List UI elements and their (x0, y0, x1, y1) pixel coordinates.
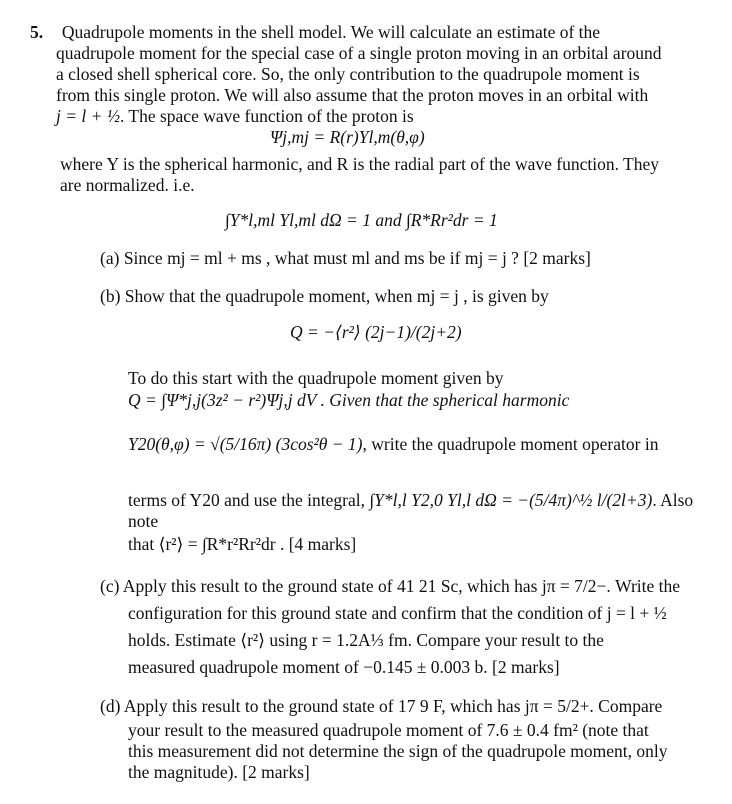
part-a-text: Since mj = ml + ms , what must ml and ms be if mj = j ? [2 marks] (123, 248, 591, 268)
part-a (100, 248, 700, 269)
j-condition: j = l + ½ (56, 106, 120, 126)
part-b (100, 286, 700, 307)
intro-line-3: a closed shell spherical core. So, the only contribution to the quadrupole moment is (56, 64, 640, 84)
problem-number: 5. (30, 22, 44, 42)
part-b-line-3 (128, 434, 698, 455)
where-line-2: are normalized. i.e. (60, 175, 195, 195)
intro-line-2: quadrupole moment for the special case of a single proton moving in an orbital around (56, 43, 662, 63)
part-b-line-3-text: , write the quadrupole moment operator in (362, 434, 659, 454)
part-d-line-1: Apply this result to the ground state of 17 9 F, which has jπ = 5/2+. Compare (123, 696, 663, 716)
part-d (100, 696, 700, 717)
part-d-label: (d) (100, 696, 121, 716)
problem-title: Quadrupole moments in the shell model. (61, 22, 347, 42)
wavefunction-equation (270, 127, 425, 148)
part-b-line-2 (128, 390, 698, 411)
wavefunction-formula: Ψj,mj = R(r)Yl,m(θ,φ) (270, 127, 425, 147)
part-b-line-4-text: terms of Y20 and use the integral, (128, 490, 365, 510)
intro-line-1 (30, 22, 690, 43)
problem-intro (30, 22, 690, 43)
part-c-line-3: holds. Estimate ⟨r²⟩ using r = 1.2A⅓ fm. Compare your result to the (128, 630, 604, 650)
part-d-line-3: this measurement did not determine the sign of the quadrupole moment, only (128, 741, 668, 761)
part-b-line-5 (128, 534, 698, 555)
part-c-line-1: Apply this result to the ground state of 41 21 Sc, which has jπ = 7/2−. Write the (122, 576, 681, 596)
y20-formula: Y20(θ,φ) = √(5/16π) (3cos²θ − 1) (128, 434, 363, 454)
part-a-label: (a) (100, 248, 120, 268)
part-c-label: (c) (100, 576, 120, 596)
normalization-equation (225, 210, 498, 231)
part-d-line-2: your result to the measured quadrupole moment of 7.6 ± 0.4 fm² (note that (128, 720, 649, 740)
part-d-line-4: the magnitude). [2 marks] (128, 762, 310, 782)
quadrupole-result-equation (290, 322, 462, 343)
part-b-line-2-text: Q = ∫Ψ*j,j(3z² − r²)Ψj,j dV . Given that the spherical harmonic (128, 390, 570, 410)
intro-text-1: We will calculate an estimate of the (350, 22, 601, 42)
integral-formula: ∫Y*l,l Y2,0 Yl,l dΩ = −(5/4π)^½ l/(2l+3) (369, 490, 653, 510)
normalization-formula: ∫Y*l,ml Yl,ml dΩ = 1 and ∫R*Rr²dr = 1 (225, 210, 498, 230)
part-c (100, 576, 700, 597)
part-b-text: Show that the quadrupole moment, when mj = j , is given by (124, 286, 549, 306)
part-b-line-4 (128, 490, 698, 532)
intro-line-5 (56, 106, 690, 127)
part-c-line-4: measured quadrupole moment of −0.145 ± 0.003 b. [2 marks] (128, 657, 560, 677)
quadrupole-result-formula: Q = −⟨r²⟩ (2j−1)/(2j+2) (290, 322, 462, 342)
where-line-1: where Y is the spherical harmonic, and R is the radial part of the wave function. They (60, 154, 660, 174)
part-b-line-5-text: that ⟨r²⟩ = ∫R*r²Rr²dr . [4 marks] (128, 534, 357, 554)
part-b-line-4-end: . Also note (128, 490, 694, 531)
intro-text-5: . The space wave function of the proton is (119, 106, 414, 126)
part-c-line-2: configuration for this ground state and confirm that the condition of j = l + ½ (128, 603, 667, 623)
part-b-label: (b) (100, 286, 121, 306)
part-b-line-1: To do this start with the quadrupole moment given by (128, 368, 504, 388)
intro-line-4: from this single proton. We will also assume that the proton moves in an orbital with (56, 85, 649, 105)
